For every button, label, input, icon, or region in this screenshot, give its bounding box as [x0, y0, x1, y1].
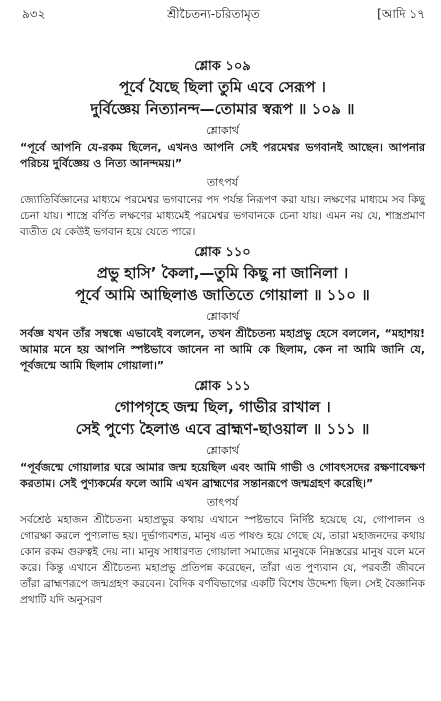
translation-text: “পূর্বে আপনি যে-রকম ছিলেন, এখনও আপনি সেই পরমেশ্বর ভগবানই আছেন। আপনার পরিচয় দুর্বিজ্ঞেয় ও নিত্য আনন্দময়।” [20, 141, 425, 170]
purport-text: সর্বশ্রেষ্ঠ মহাজন শ্রীচৈতন্য মহাপ্রভুর কথায় এখানে স্পষ্টভাবে নির্দিষ্ট হয়েছে যে, গোপালন ও গোরক্ষা করলে পুণ্যলাভ হয়। দুর্ভাগ্যবশত, মানুষ এত পাষণ্ড হয়ে গেছে যে, তারা মহাজনদের কথায় কোন রকম গুরুত্বই দেয় না। মানুষ সাধারণত গোয়ালা সমাজের মানুষকে নিম্নস্তরের মানুষ বলে মনে করে। কিন্তু এখানে শ্রীচৈতন্য মহাপ্রভু প্রতিপন্ন করেছেন, তাঁরা এত পুণ্যবান যে, পরবর্তী জীবনে তাঁরা ব্রাহ্মণরূপে জন্মগ্রহণ করবেন। বৈদিক বর্ণবিভাগের একটি বিশেষ উদ্দেশ্য ছিল। সেই বৈজ্ঞানিক প্রথাটি যদি অনুসরণ [20, 514, 425, 606]
verse-heading: শ্লোক ১১১ [194, 379, 251, 394]
verse-heading: শ্লোক ১১০ [194, 245, 251, 260]
verse-line: পূর্বে যৈছে ছিলা তুমি এবে সেরূপ । [119, 78, 326, 96]
purport-label: তাৎপর্য [206, 176, 239, 189]
verse-line: গোপগৃহে জন্ম ছিল, গাভীর রাখাল । [114, 398, 331, 416]
page-number: ৯৩২ [22, 7, 46, 21]
purport-label: তাৎপর্য [206, 496, 239, 509]
verse-111 [20, 378, 425, 608]
page-header [22, 6, 425, 26]
translation-text: “পূর্বজন্মে গোয়ালার ঘরে আমার জন্ম হয়েছিল এবং আমি গাভী ও গোবৎসদের রক্ষণাবেক্ষণ করতাম। সেই পুণ্যকর্মের ফলে আমি এখন ব্রাহ্মণের সন্তানরূপে জন্মগ্রহণ করেছি।” [20, 461, 425, 490]
translation-text: সর্বজ্ঞ যখন তাঁর সম্বন্ধে এভাবেই বললেন, তখন শ্রীচৈতন্য মহাপ্রভু হেসে বললেন, “মহাশয়! আমার মনে হয় আপনি স্পষ্টভাবে জানেন না আমি কে ছিলাম, কেন না আমি জানি যে, পূর্বজন্মে আমি ছিলাম গোয়ালা।” [20, 327, 425, 372]
translation-label: শ্লোকার্থ [206, 310, 239, 323]
purport-text: জ্যোতির্বিজ্ঞানের মাধ্যমে পরমেশ্বর ভগবানের পদ পর্যন্ত নিরূপণ করা যায়। লক্ষণের মাধ্যমে সব কিছু চেনা যায়। শাস্ত্রে বর্ণিত লক্ষণের মাধ্যমেই পরমেশ্বর ভগবানকে চেনা যায়। এমন নয় যে, শাস্ত্রপ্রমাণ ব্যতীত যে কেউই ভগবান হয়ে যেতে পারে। [20, 194, 425, 238]
verse-heading: শ্লোক ১০৯ [194, 59, 251, 74]
verse-line: দুর্বিজ্ঞেয় নিত্যানন্দ—তোমার স্বরূপ ॥ ১০৯ ॥ [90, 100, 355, 118]
translation-label: শ্লোকার্থ [206, 124, 239, 137]
translation-label: শ্লোকার্থ [206, 444, 239, 457]
running-title: শ্রীচৈতন্য-চরিতামৃত [167, 7, 260, 21]
verse-109 [20, 58, 425, 240]
chapter-reference: [আদি ১৭ [377, 7, 425, 21]
verse-110 [20, 244, 425, 374]
verse-line: প্রভু হাসি’ কৈলা,—তুমি কিছু না জানিলা । [96, 264, 349, 282]
page-content [20, 54, 425, 612]
verse-line: পূর্বে আমি আছিলাঙ জাতিতে গোয়ালা ॥ ১১০ ॥ [75, 286, 370, 304]
verse-line: সেই পুণ্যে হৈলাঙ এবে ব্রাহ্মণ-ছাওয়াল ॥ ১১১ ॥ [75, 420, 370, 438]
